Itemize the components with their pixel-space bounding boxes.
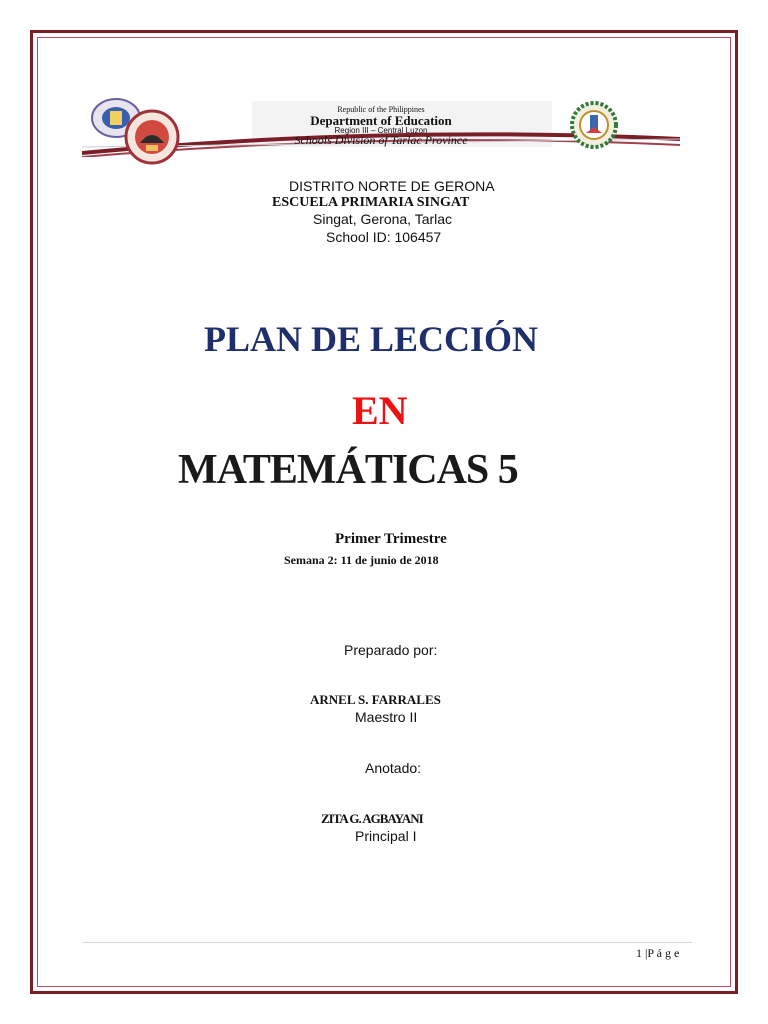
header-department: Department of Education <box>310 113 452 128</box>
school-id: School ID: 106457 <box>326 229 442 245</box>
header-region: Region III – Central Luzon <box>334 126 428 135</box>
quarter-label: Primer Trimestre <box>335 531 447 547</box>
school-name: ESCUELA PRIMARIA SINGAT <box>272 195 470 210</box>
header-division: Schools Division of Tarlac Province <box>294 133 468 147</box>
title-plan: PLAN DE LECCIÓN <box>204 319 539 359</box>
division-seal-icon <box>570 97 618 153</box>
page-number <box>636 946 679 961</box>
page-number-value: 1 <box>636 946 642 960</box>
district-name: DISTRITO NORTE DE GERONA <box>289 178 495 194</box>
letterhead <box>82 95 680 165</box>
week-label: Semana 2: 11 de junio de 2018 <box>284 553 439 567</box>
noted-by-title: Principal I <box>355 828 417 844</box>
title-en: EN <box>352 388 408 433</box>
page-number-label: |P á g e <box>645 946 680 960</box>
noted-by-name: ZITA G. AGBAYANI <box>321 811 423 826</box>
prepared-by-title: Maestro II <box>355 709 418 725</box>
school-address: Singat, Gerona, Tarlac <box>313 211 453 227</box>
noted-by-label: Anotado: <box>365 760 422 776</box>
footer-divider <box>82 942 692 943</box>
title-subject: MATEMÁTICAS 5 <box>178 447 518 493</box>
header-republic: Republic of the Philippines <box>337 105 425 114</box>
prepared-by-label: Preparado por: <box>344 642 438 658</box>
prepared-by-name: ARNEL S. FARRALES <box>310 692 441 707</box>
